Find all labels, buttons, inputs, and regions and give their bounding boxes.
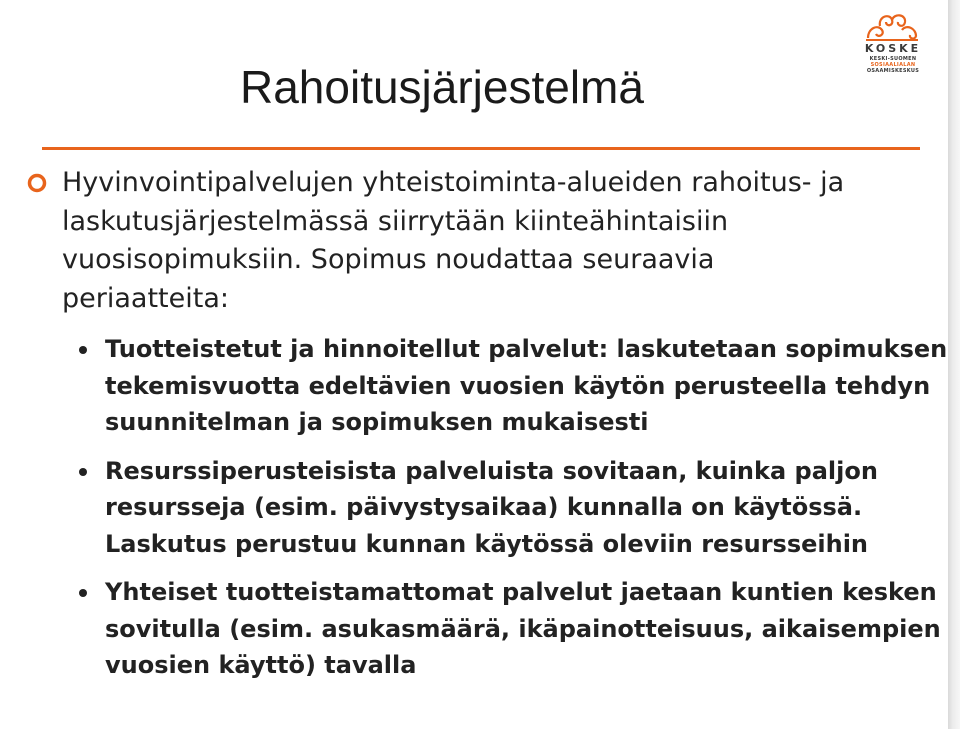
list-item-text: Resurssiperusteisista palveluista sovitaan, kuinka paljon resursseja (esim. päivystysaikaa) kunnalla on käytössä. Laskutus perustuu kunnan käytössä oleviin resursseihin [105, 456, 878, 558]
list-item-text: Tuotteistetut ja hinnoitellut palvelut: laskutetaan sopimuksen tekemisvuotta edeltävien vuosien käytön perusteella tehdyn suunnitelman ja sopimuksen mukaisesti [105, 335, 948, 436]
bullet-dot-icon [79, 589, 87, 597]
slide-edge-shadow [948, 0, 960, 729]
logo-subtitle-line3: OSAAMISKESKUS [866, 68, 920, 74]
logo-name: KOSKE [864, 42, 922, 55]
list-item-text: Yhteiset tuotteistamattomat palvelut jaetaan kuntien kesken sovitulla (esim. asukasmäärä, ikäpainotteisuus, aikaisempien vuosien käyttö) tavalla [105, 578, 941, 679]
bullet-dot-icon [79, 346, 87, 354]
logo-subtitle-line2: SOSIAALIALAN [870, 62, 916, 68]
principles-list [76, 331, 948, 696]
slide-title: Rahoitusjärjestelmä [240, 61, 644, 113]
list-item [76, 453, 948, 563]
list-item [76, 574, 948, 684]
bullet-dot-icon [79, 468, 87, 476]
orange-ring-bullet-icon [26, 172, 48, 194]
logo-subtitle-line1: KESKI-SUOMEN [869, 56, 917, 62]
list-item [76, 331, 948, 441]
lead-paragraph: Hyvinvointipalvelujen yhteistoiminta-alueiden rahoitus- ja laskutusjärjestelmässä siirrytään kiinteähintaisiin vuosisopimuksiin. Sopimus noudattaa seuraavia periaatteita: [62, 167, 845, 314]
